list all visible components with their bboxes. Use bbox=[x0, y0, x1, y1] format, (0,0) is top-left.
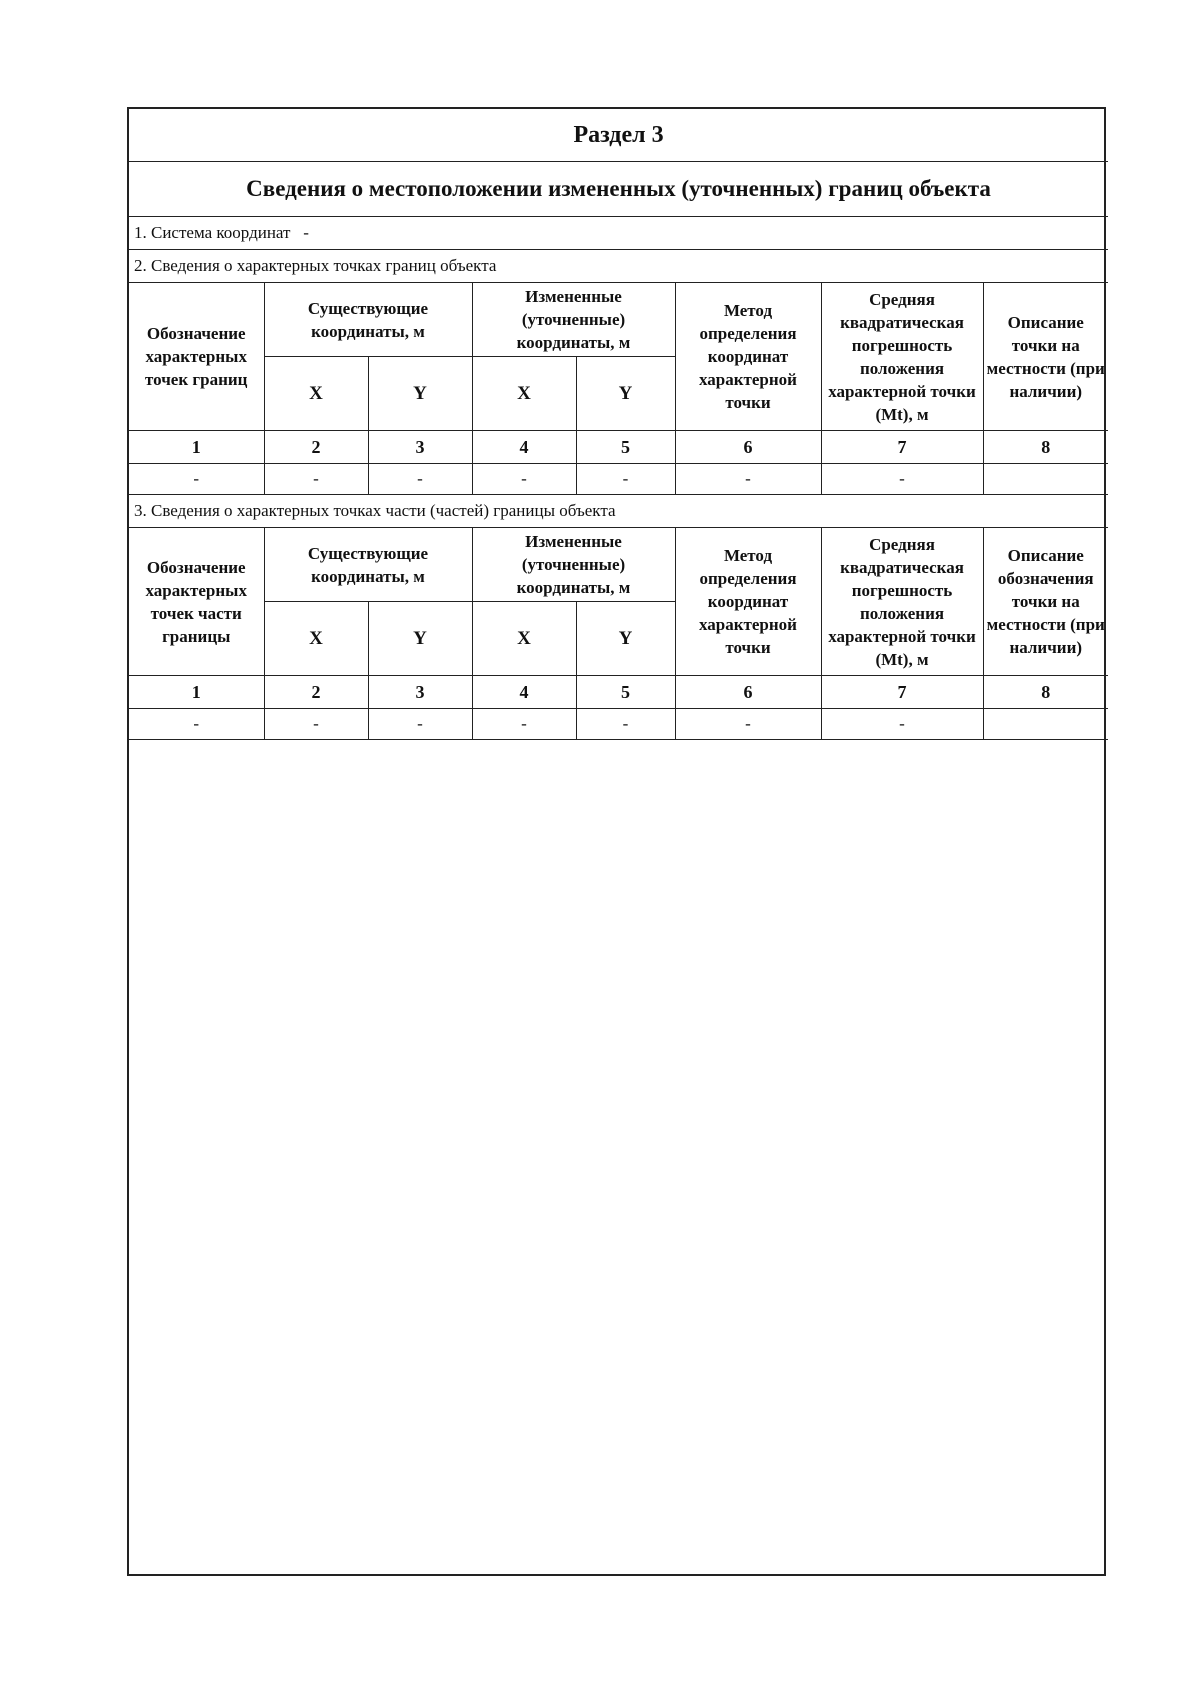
t2-number-row bbox=[129, 676, 1108, 709]
coord-system-label: 1. Система координат bbox=[134, 223, 291, 242]
document-frame bbox=[127, 107, 1106, 1576]
t1-col-number: 2 bbox=[264, 431, 368, 464]
t2-col-number: 8 bbox=[983, 676, 1108, 709]
t1-cell: - bbox=[129, 464, 264, 495]
table2-caption: 3. Сведения о характерных точках части (частей) границы объекта bbox=[129, 495, 1108, 528]
t1-cell: - bbox=[368, 464, 472, 495]
t2-header-designation: Обозначение характерных точек части границы bbox=[129, 528, 264, 676]
t1-header-x-existing: X bbox=[264, 357, 368, 431]
t2-col-number: 4 bbox=[472, 676, 576, 709]
t1-col-number: 3 bbox=[368, 431, 472, 464]
t1-header-changed: Измененные (уточненные) координаты, м bbox=[472, 283, 675, 357]
coord-system-line bbox=[129, 217, 1108, 250]
t1-header-method: Метод определения координат характерной точки bbox=[675, 283, 821, 431]
t1-col-number: 6 bbox=[675, 431, 821, 464]
t1-cell bbox=[983, 464, 1108, 495]
t2-header-changed: Измененные (уточненные) координаты, м bbox=[472, 528, 675, 602]
t2-header-y-changed: Y bbox=[576, 602, 675, 676]
t2-header-x-existing: X bbox=[264, 602, 368, 676]
t1-col-number: 4 bbox=[472, 431, 576, 464]
t1-cell: - bbox=[472, 464, 576, 495]
t1-cell: - bbox=[264, 464, 368, 495]
t1-number-row bbox=[129, 431, 1108, 464]
t1-header-y-changed: Y bbox=[576, 357, 675, 431]
t1-header-error: Средняя квадратическая погрешность положения характерной точки (Mt), м bbox=[821, 283, 983, 431]
t1-col-number: 8 bbox=[983, 431, 1108, 464]
section-table bbox=[129, 109, 1108, 740]
t1-header-existing: Существующие координаты, м bbox=[264, 283, 472, 357]
t1-data-row bbox=[129, 464, 1108, 495]
t1-header-designation: Обозначение характерных точек границ bbox=[129, 283, 264, 431]
t1-col-number: 7 bbox=[821, 431, 983, 464]
t2-col-number: 2 bbox=[264, 676, 368, 709]
t2-cell: - bbox=[129, 709, 264, 740]
t1-cell: - bbox=[821, 464, 983, 495]
t2-cell: - bbox=[264, 709, 368, 740]
t2-header-existing: Существующие координаты, м bbox=[264, 528, 472, 602]
coord-system-value: - bbox=[303, 223, 309, 242]
t2-header-x-changed: X bbox=[472, 602, 576, 676]
t2-col-number: 3 bbox=[368, 676, 472, 709]
t2-col-number: 7 bbox=[821, 676, 983, 709]
section-title: Раздел 3 bbox=[129, 109, 1108, 162]
t2-col-number: 1 bbox=[129, 676, 264, 709]
t2-cell: - bbox=[821, 709, 983, 740]
t2-data-row bbox=[129, 709, 1108, 740]
t2-cell: - bbox=[472, 709, 576, 740]
t2-cell: - bbox=[576, 709, 675, 740]
t2-cell bbox=[983, 709, 1108, 740]
t1-header-description: Описание точки на местности (при наличии) bbox=[983, 283, 1108, 431]
t1-col-number: 1 bbox=[129, 431, 264, 464]
t2-col-number: 6 bbox=[675, 676, 821, 709]
t1-col-number: 5 bbox=[576, 431, 675, 464]
t2-cell: - bbox=[368, 709, 472, 740]
t1-header-y-existing: Y bbox=[368, 357, 472, 431]
table1-caption: 2. Сведения о характерных точках границ объекта bbox=[129, 250, 1108, 283]
t2-header-method: Метод определения координат характерной точки bbox=[675, 528, 821, 676]
t2-col-number: 5 bbox=[576, 676, 675, 709]
t1-header-x-changed: X bbox=[472, 357, 576, 431]
t2-cell: - bbox=[675, 709, 821, 740]
section-subtitle: Сведения о местоположении измененных (уточненных) границ объекта bbox=[129, 162, 1108, 217]
t1-cell: - bbox=[675, 464, 821, 495]
t2-header-description: Описание обозначения точки на местности (при наличии) bbox=[983, 528, 1108, 676]
t2-header-error: Средняя квадратическая погрешность положения характерной точки (Mt), м bbox=[821, 528, 983, 676]
t1-cell: - bbox=[576, 464, 675, 495]
t2-header-y-existing: Y bbox=[368, 602, 472, 676]
